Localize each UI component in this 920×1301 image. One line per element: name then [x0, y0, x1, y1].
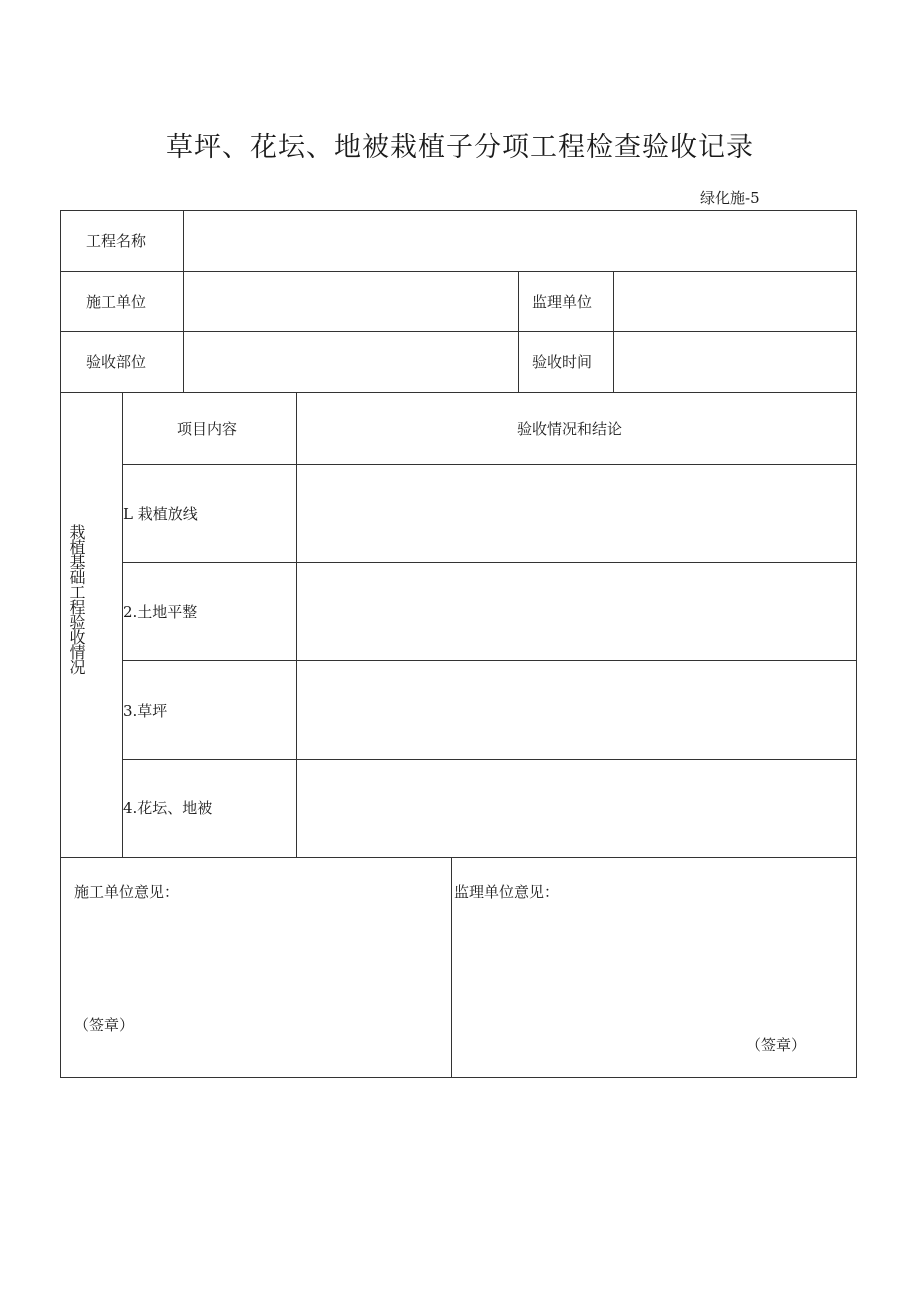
supervision-signature: （签章） — [746, 1036, 807, 1054]
table-border-bottom — [60, 1077, 857, 1078]
row-divider — [122, 562, 857, 563]
table-border-top — [60, 210, 857, 211]
inspection-item-label: L 栽植放线 — [123, 505, 198, 523]
table-border-right — [856, 210, 857, 1078]
column-header-item: 项目内容 — [177, 420, 238, 438]
acceptance-time-label: 验收时间 — [532, 353, 593, 371]
row-divider — [122, 759, 857, 760]
row-divider — [60, 857, 857, 858]
row-divider — [122, 660, 857, 661]
supervision-unit-label: 监理单位 — [532, 293, 593, 311]
row-divider — [60, 271, 857, 272]
section-label-vertical: 栽植基础工程验收情况 — [67, 524, 86, 674]
inspection-item-label: 2.土地平整 — [123, 603, 198, 621]
construction-opinion-label: 施工单位意见： — [74, 883, 180, 901]
document-title: 草坪、花坛、地被栽植子分项工程检查验收记录 — [166, 132, 754, 163]
inspection-item-label: 3.草坪 — [123, 702, 168, 720]
row-divider — [122, 464, 857, 465]
table-border-left — [60, 210, 61, 1078]
col-divider — [613, 271, 614, 393]
col-divider — [451, 857, 452, 1078]
inspection-item-label: 4.花坛、地被 — [123, 799, 213, 817]
col-divider — [122, 392, 123, 858]
project-name-label: 工程名称 — [86, 232, 147, 250]
col-divider — [183, 210, 184, 393]
supervision-opinion-label: 监理单位意见： — [454, 883, 560, 901]
row-divider — [60, 392, 857, 393]
construction-unit-label: 施工单位 — [86, 293, 147, 311]
col-divider — [296, 392, 297, 858]
col-divider — [518, 271, 519, 393]
construction-signature: （签章） — [74, 1016, 135, 1034]
row-divider — [60, 331, 857, 332]
column-header-result: 验收情况和结论 — [517, 420, 623, 438]
acceptance-part-label: 验收部位 — [86, 353, 147, 371]
form-code: 绿化施-5 — [700, 189, 760, 207]
